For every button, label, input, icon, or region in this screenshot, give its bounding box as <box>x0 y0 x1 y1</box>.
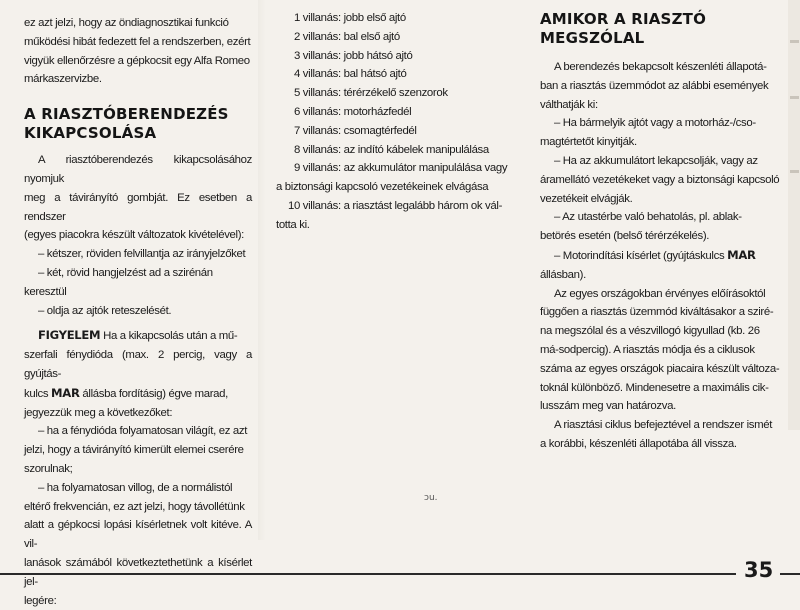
flash-item: 7 villanás: csomagtérfedél <box>294 124 417 137</box>
intro-line: márkaszervizbe. <box>24 73 102 86</box>
flash-item: 9 villanás: az akkumulátor manipulálása vagy <box>294 162 508 175</box>
body-line: (egyes piacokra készült változatok kivételével): <box>24 229 244 242</box>
right-column <box>540 0 784 454</box>
intro-line: ez azt jelzi, hogy az öndiagnosztikai funkció <box>24 17 229 29</box>
intro-line: vigyük ellenőrzésre a gépkocsit egy Alfa Romeo <box>24 54 250 67</box>
flash-item: 4 villanás: bal hátsó ajtó <box>294 68 407 81</box>
body-line: száma az egyes országok piacaira készült változa- <box>540 362 780 375</box>
body-line: na megszólal és a vészvillogó kigyullad (kb. 26 <box>540 325 760 338</box>
flash-item: 8 villanás: az indító kábelek manipulálása <box>294 143 489 156</box>
intro-line: működési hibát fedezett fel a rendszerben, ezért <box>24 35 251 48</box>
section-heading: A RIASZTÓBERENDEZÉS <box>24 105 229 124</box>
list-item: – Az utastérbe való behatolás, pl. ablak- <box>554 211 742 224</box>
body-line: a korábbi, készenléti állapotába áll vissza. <box>540 437 737 450</box>
body-line: lusszám meg van határozva. <box>540 400 676 413</box>
text-fragment: – Motorindítási kísérlet (gyújtáskulcs <box>554 249 725 262</box>
body-line: magtértetőt kinyitják. <box>540 136 637 149</box>
body-line: szorulnak; <box>24 462 73 475</box>
body-line: szerfali fénydióda (max. 2 percig, vagy a gyújtás- <box>24 349 252 380</box>
flash-item: 10 villanás: a riasztást legalább három ok vál- <box>288 199 503 212</box>
body-line: meg a távirányító gombját. Ez esetben a rendszer <box>24 191 252 223</box>
mar-keyword: MAR <box>727 247 756 262</box>
body-line: vezetékeit elvágják. <box>540 192 633 205</box>
left-column <box>24 0 252 610</box>
body-line: jegyezzük meg a következőket: <box>24 406 173 419</box>
body-line: keresztül <box>24 285 67 298</box>
body-line: függően a riasztás üzemmód kiváltásakor a sziré- <box>540 306 774 319</box>
flash-item: 6 villanás: motorházfedél <box>294 105 412 118</box>
flash-item: 1 villanás: jobb első ajtó <box>294 12 406 24</box>
body-line: állásban). <box>540 268 586 281</box>
body-line: áramellátó vezetékeket vagy a biztonsági kapcsoló <box>540 173 780 186</box>
warning-text: Ha a kikapcsolás után a mű- <box>103 330 238 343</box>
body-line: toknál különböző. Mindenesetre a maximális cik- <box>540 381 769 394</box>
section-heading: AMIKOR A RIASZTÓ <box>540 10 707 28</box>
body-line: betörés esetén (belső térérzékelés). <box>540 230 710 243</box>
body-line: A berendezés bekapcsolt készenléti állapotá- <box>554 61 767 73</box>
section-heading: MEGSZÓLAL <box>540 29 645 47</box>
body-line: jelzi, hogy a távirányító kimerült elemei cserére <box>24 444 244 457</box>
list-item: – ha folyamatosan villog, de a normálistól <box>38 481 233 494</box>
footer-rule-end <box>780 573 800 575</box>
page-number: 35 <box>744 558 774 582</box>
list-item: – ha a fénydióda folyamatosan világít, ez azt <box>38 425 248 438</box>
flash-item-continued: totta ki. <box>276 218 310 231</box>
body-line: válthatják ki: <box>540 98 598 111</box>
list-item: – két, rövid hangjelzést ad a szirénán <box>38 266 213 279</box>
stray-print-mark: ɔu. <box>424 493 438 503</box>
body-line: alatt a gépkocsi lopási kísérletnek volt kitéve. A vil- <box>24 519 252 551</box>
body-line: ban a riasztás üzemmódot az alábbi események <box>540 79 769 92</box>
footer-rule <box>0 573 736 575</box>
body-line: A riasztóberendezés kikapcsolásához nyomjuk <box>24 154 252 185</box>
list-item: – Ha az akkumulátort lekapcsolják, vagy az <box>554 154 758 167</box>
flash-item-continued: a biztonsági kapcsoló vezetékeinek elvágása <box>276 181 489 194</box>
mar-keyword: MAR <box>51 385 80 400</box>
body-line: legére: <box>24 594 57 607</box>
list-item <box>540 246 784 266</box>
body-line: Az egyes országokban érvényes előírásoktól <box>554 287 766 300</box>
warning-line <box>24 326 252 346</box>
body-line: má-sodpercig). A riasztás módja és a ciklusok <box>540 343 755 356</box>
flash-item: 5 villanás: térérzékelő szenzorok <box>294 87 448 100</box>
body-line: lanások számából következtethetünk a kísérlet jel- <box>24 556 252 588</box>
binding-shadow <box>258 0 266 540</box>
body-line: eltérő frekvencián, ez azt jelzi, hogy távollétünk <box>24 500 245 513</box>
section-heading: KIKAPCSOLÁSA <box>24 124 157 143</box>
middle-column <box>272 0 510 235</box>
list-item: – Ha bármelyik ajtót vagy a motorház-/cso- <box>554 117 756 130</box>
list-item: – kétszer, röviden felvillantja az irányjelzőket <box>38 248 246 261</box>
list-item: – oldja az ajtók reteszelését. <box>38 304 172 317</box>
text-fragment: kulcs <box>24 387 49 400</box>
text-fragment: állásba fordításig) égve marad, <box>82 387 228 400</box>
bleed-through-edge <box>788 0 800 430</box>
flash-item: 3 villanás: jobb hátsó ajtó <box>294 49 413 62</box>
warning-label: FIGYELEM <box>38 328 101 343</box>
flash-item: 2 villanás: bal első ajtó <box>294 30 400 43</box>
body-line: A riasztási ciklus befejeztével a rendszer ismét <box>554 419 773 432</box>
body-line <box>24 384 252 404</box>
